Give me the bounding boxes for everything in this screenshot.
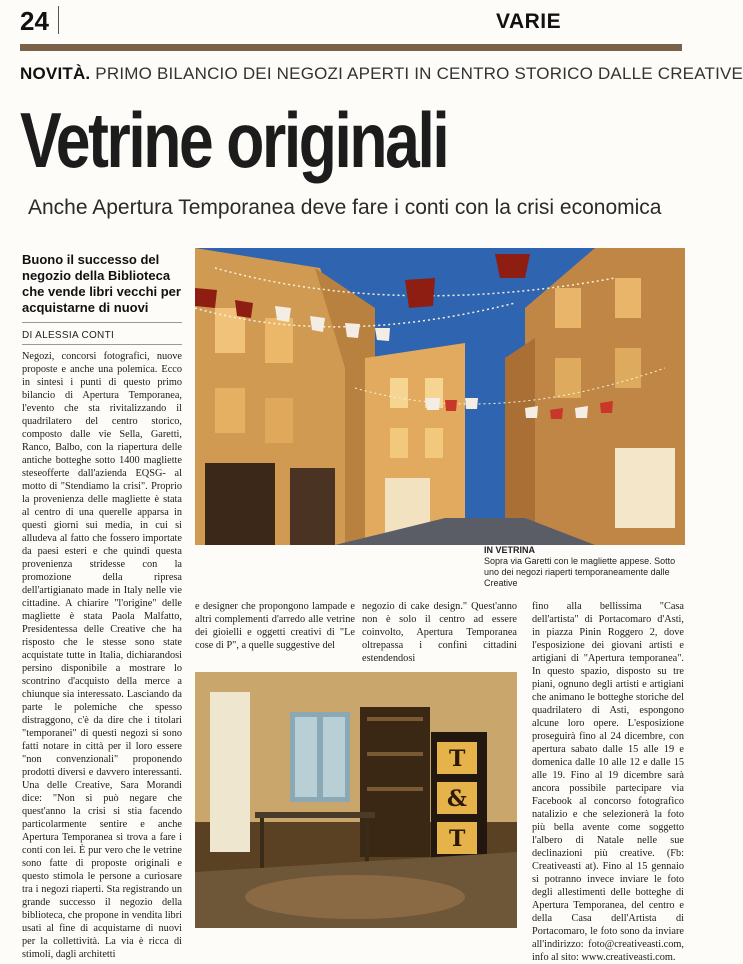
caption-text: Sopra via Garetti con le magliette appese. Sotto uno dei negozi riaperti temporaneamente dalle Creative	[484, 556, 676, 588]
intro-rule	[22, 322, 182, 323]
header-divider	[58, 6, 59, 34]
sign-letter-t1: T	[449, 746, 466, 772]
body-column-4: fino alla bellissima "Casa dell'artista" di Portacomaro d'Asti, in piazza Pinin Roggero 2, dove l'esposizione dei giovani artisti e artigiani di "Apertura temporanea". In questo spazio, disposto su tre piani, ognuno degli artisti e artigiani che animano le botteghe storiche del quadrilatero di Asti, espongono alcune loro opere. L'esposizione proseguirà fino al 24 dicembre, con apertura sabato dalle 15 alle 19 e domenica dalle 10 alle 12 e dalle 15 alle 19. Fino al 19 dicembre sarà ancora possibile partecipare via Facebook al concorso fotografico natalizio e che selezionerà la foto più bella avente come soggetto l'albero di Natale nelle sue declinazioni più creative. (Fb: Creativeasti at). Fino al 15 gennaio si potranno invece inviare le foto degli allestimenti delle botteghe di Apertura Temporanea, del centro e della Casa dell'Artista di Portacomaro, le foto sono da inviare all'indirizzo: foto@creativeasti.com, info al sito: www.creativeasti.com.	[532, 601, 684, 963]
byline: DI ALESSIA CONTI	[22, 330, 115, 341]
body-column-2: e designer che propongono lampade e altri complementi d'arredo alle vetrine dei gioielli e oggetti creativi di "Le cose di P", a quelle suggestive del	[195, 601, 355, 651]
body-column-3: negozio di cake design." Quest'anno non è solo il centro ad essere coinvolto, Apertura Temporanea oltrepassa i confini cittadini estendendosi	[362, 601, 517, 664]
shop-interior-illustration	[195, 672, 517, 928]
sign-letter-amp: &	[447, 786, 467, 812]
page-number: 24	[20, 6, 49, 36]
street-photo	[195, 248, 685, 545]
caption-label: IN VETRINA	[484, 545, 536, 555]
intro-summary: Buono il successo del negozio della Biblioteca che vende libri vecchi per acquistarne di nuovi	[22, 252, 181, 315]
headline: Vetrine originali	[20, 96, 448, 184]
kicker-label: NOVITÀ.	[20, 64, 91, 83]
photo-caption	[484, 545, 684, 589]
body-column-1: Negozi, concorsi fotografici, nuove proposte e anche una polemica. Ecco in sintesi i punti di questo primo bilancio di Apertura Temporanea, l'evento che sta rivitalizzando il quadrilatero del centro storico, composto dalle vie Sella, Garetti, Ranco, Balbo, con la riapertura delle antiche botteghe sotto 1400 magliette steseofferte dall'azienda EQSG- al motto di "Stendiamo la crisi". Proprio la provenienza delle magliette è stata al centro di una querelle apparsa in questi giorni sui media, in cui si alludeva al fatto che fossero importate da paesi esteri e che quindi questa provenienza stridesse con la promozione della ripresa dell'artigianato made in Italy nelle vie cittadine. A chiarire "l'origine" delle magliette è stata Paola Malfatto, Presidentessa delle Creative che ha risposto che le stesse sono state acquistate tutte in Italia, dichiarandosi persino disponibile a mostrare lo scontrino d'acquisto della merce a chiunque sia interessato. Lasciando da parte le polemiche che spesso distraggono, c'è da dire che i titolari "temporanei" di questi negozi si sono fatti notare in città per il loro essere "non convenzionali" proponendo prodotti diversi e davvero interessanti. Una delle Creative, Sara Morandi dice: "Non si può negare che quest'anno la crisi si stia facendo particolarmente sentire e anche Apertura Temporanea si trova a fare i conti con lei. È pur vero che le vetrine sono fatte di proposte originali e questo stimola le persone a curiosare tra i negozi riaperti. Sta registrando un grande successo il negozio della biblioteca, che propone in vendita libri usati al fine di acquistarne di nuovi per la collettività. La via è ricca di stimoli, dagli architetti	[22, 351, 182, 960]
header-rule	[20, 44, 682, 51]
shop-interior-photo	[195, 672, 517, 928]
sign-letter-t2: T	[449, 826, 466, 852]
street-photo-illustration	[195, 248, 685, 545]
subtitle: Anche Apertura Temporanea deve fare i conti con la crisi economica	[28, 196, 662, 219]
byline-rule	[22, 344, 182, 345]
section-title: VARIE	[496, 10, 562, 33]
kicker	[20, 64, 743, 84]
kicker-text: PRIMO BILANCIO DEI NEGOZI APERTI IN CENTRO STORICO DALLE CREATIVE	[95, 64, 743, 83]
